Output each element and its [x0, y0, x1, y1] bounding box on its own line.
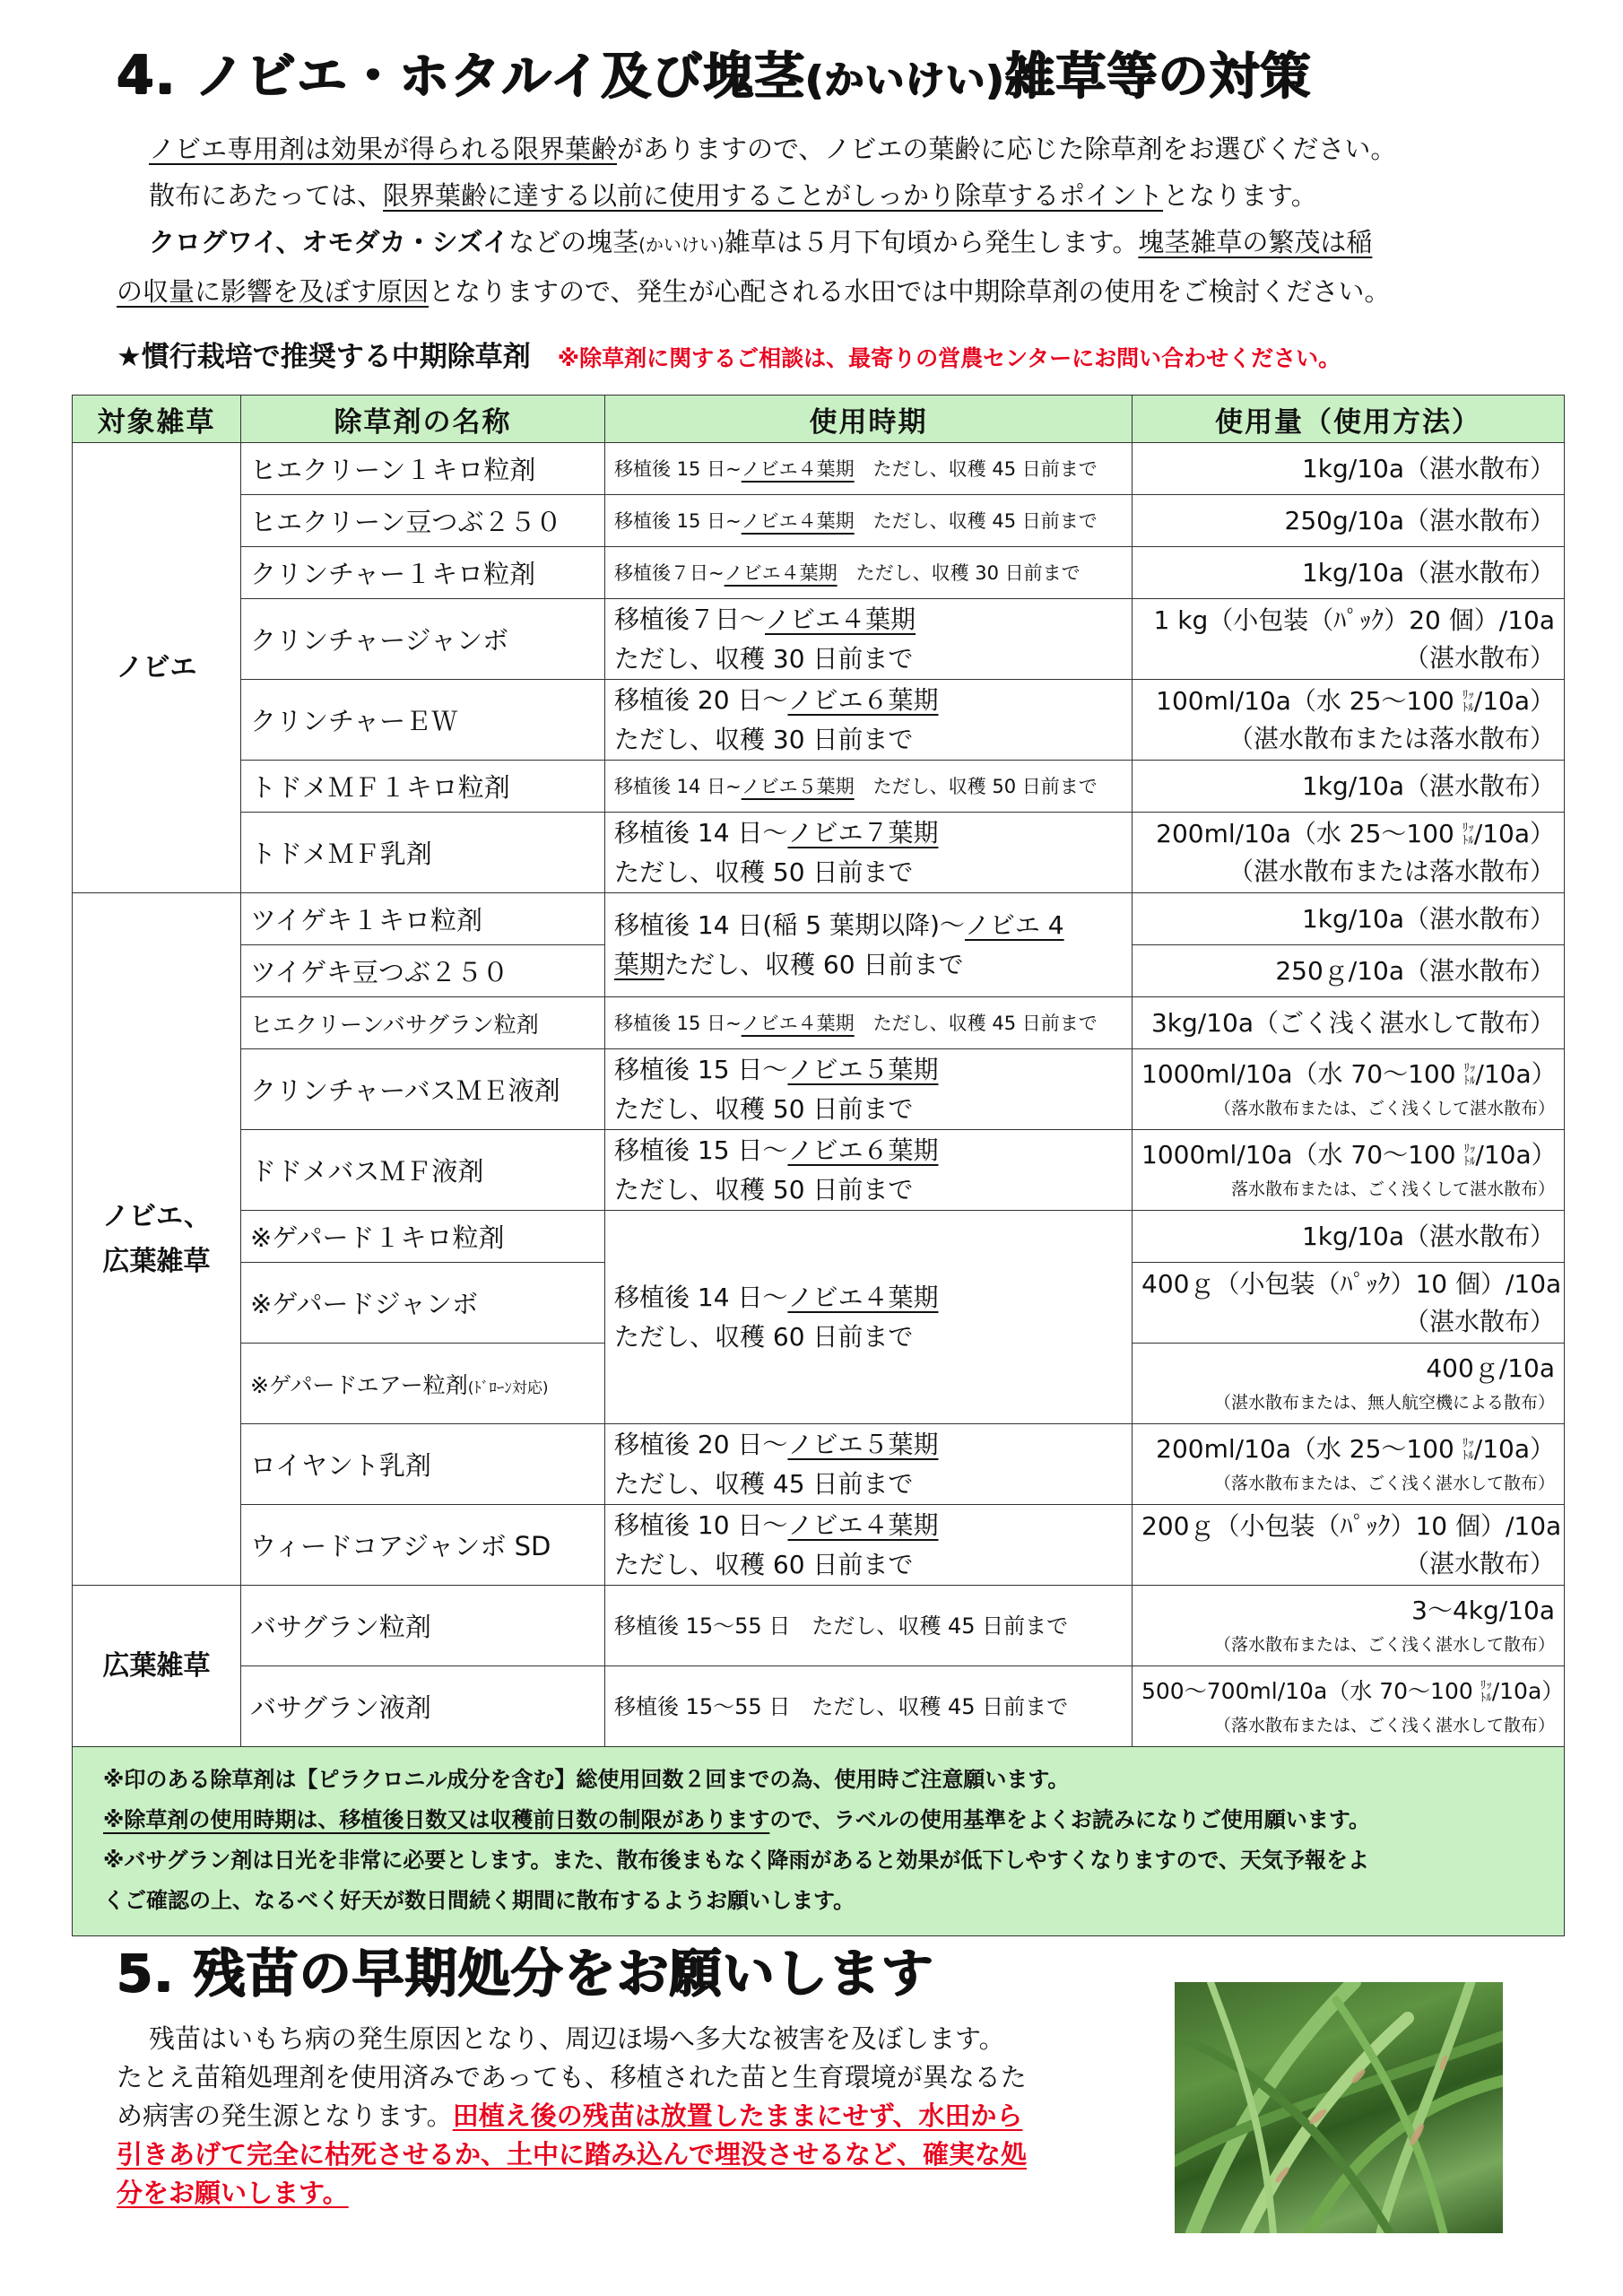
table-row: ノビエ ヒエクリーン１キロ粒剤 移植後 15 日~ノビエ４葉期 ただし、収穫 45 日前まで 1kg/10a（湛水散布）	[73, 443, 1565, 495]
footnote-1: ※印のある除草剤は【ピラクロニル成分を含む】総使用回数２回までの為、使用時ご注意願います。	[103, 1767, 1070, 1792]
table-row: バサグラン液剤 移植後 15～55 日 ただし、収穫 45 日前まで 500～700ml/10a（水 70～100 ﾘｯ ﾄﾙ/10a） （落水散布または、ごく浅く湛水して散布）	[73, 1666, 1565, 1747]
intro-line-3: クログワイ、オモダカ・シズイなどの塊茎(かいけい)雑草は５月下旬頃から発生します。塊茎雑草の繁茂は稲	[149, 227, 1373, 257]
target-nobie-broadleaf: ノビエ、 広葉雑草	[73, 893, 241, 1586]
target-nobie: ノビエ	[73, 443, 241, 893]
table-row: 広葉雑草 バサグラン粒剤 移植後 15～55 日 ただし、収穫 45 日前まで 3～4kg/10a （落水散布または、ごく浅く湛水して散布）	[73, 1586, 1565, 1666]
table-row: ノビエ、 広葉雑草 ツイゲキ１キロ粒剤 移植後 14 日(稲 5 葉期以降)～ノビエ 4 葉期ただし、収穫 60 日前まで 1kg/10a（湛水散布）	[73, 893, 1565, 945]
table-row: クリンチャーバスＭＥ液剤 移植後 15 日～ノビエ５葉期 ただし、収穫 50 日前まで 1000ml/10a（水 70～100 ﾘｯ ﾄﾙ/10a） （落水散布または、ごく浅くして湛水散布）	[73, 1049, 1565, 1130]
rice-leaves-image	[1175, 1982, 1503, 2233]
table-row: トドメＭＦ乳剤 移植後 14 日～ノビエ７葉期 ただし、収穫 50 日前まで 200ml/10a（水 25～100 ﾘｯ ﾄﾙ/10a） （湛水散布または落水散布）	[73, 813, 1565, 893]
intro-line-4: の収量に影響を及ぼす原因となりますので、発生が心配される水田では中期除草剤の使用をご検討ください。	[117, 276, 1391, 307]
header-name: 除草剤の名称	[241, 396, 605, 443]
liter-unit: ﾘｯ ﾄﾙ	[1463, 1061, 1476, 1088]
header-period: 使用時期	[605, 396, 1133, 443]
liter-unit: ﾘｯ ﾄﾙ	[1462, 1436, 1474, 1463]
table-row: クリンチャー１キロ粒剤 移植後７日~ノビエ４葉期 ただし、収穫 30 日前まで 1kg/10a（湛水散布）	[73, 547, 1565, 599]
section5-title: 5. 残苗の早期処分をお願いします	[117, 1943, 934, 2004]
rice-seedling-photo	[1175, 1982, 1503, 2233]
liter-unit: ﾘｯ ﾄﾙ	[1463, 1142, 1476, 1169]
table-row: ウィードコアジャンボ SD 移植後 10 日～ノビエ４葉期 ただし、収穫 60 日前まで 200ｇ（小包装（ﾊﾟｯｸ）10 個）/10a （湛水散布）	[73, 1505, 1565, 1586]
consult-note: ※除草剤に関するご相談は、最寄りの営農センターにお問い合わせください。	[557, 345, 1341, 371]
table-row: トドメＭＦ１キロ粒剤 移植後 14 日~ノビエ５葉期 ただし、収穫 50 日前まで 1kg/10a（湛水散布）	[73, 761, 1565, 813]
table-row: ※ゲパードエアー粒剤(ﾄﾞﾛｰﾝ対応) 400ｇ/10a （湛水散布または、無人航空機による散布）	[73, 1344, 1565, 1424]
liter-unit: ﾘｯ ﾄﾙ	[1480, 1678, 1492, 1705]
liter-unit: ﾘｯ ﾄﾙ	[1462, 688, 1474, 715]
table-row: ロイヤント乳剤 移植後 20 日～ノビエ５葉期 ただし、収穫 45 日前まで 200ml/10a（水 25～100 ﾘｯ ﾄﾙ/10a） （落水散布または、ごく浅く湛水して散布）	[73, 1424, 1565, 1505]
intro-line-1: ノビエ専用剤は効果が得られる限界葉齢がありますので、ノビエの葉齢に応じた除草剤をお選びください。	[149, 134, 1397, 164]
target-broadleaf: 広葉雑草	[73, 1586, 241, 1747]
table-footnotes	[73, 1747, 1565, 1936]
table-row: ※ゲパード１キロ粒剤 移植後 14 日～ノビエ４葉期 ただし、収穫 60 日前まで 1kg/10a（湛水散布）	[73, 1211, 1565, 1263]
liter-unit: ﾘｯ ﾄﾙ	[1462, 821, 1474, 848]
header-dose: 使用量（使用方法）	[1133, 396, 1565, 443]
table-row: ヒエクリーンバサグラン粒剤 移植後 15 日~ノビエ４葉期 ただし、収穫 45 日前まで 3kg/10a（ごく浅く湛水して散布）	[73, 997, 1565, 1049]
section5-body: 残苗はいもち病の発生原因となり、周辺ほ場へ多大な被害を及ぼします。 たとえ苗箱処理剤を使用済みであっても、移植された苗と生育環境が異なるた め病害の発生源となります。田植え後の残苗は放置したままにせず、水田から 引きあげて完全に枯死させるか、土中に踏み込んで埋没させるなど、確実な処 分をお願いします。	[117, 2023, 1028, 2208]
header-target: 対象雑草	[73, 396, 241, 443]
table-header-row	[73, 396, 1565, 443]
table-row: ドドメバスＭＦ液剤 移植後 15 日～ノビエ６葉期 ただし、収穫 50 日前まで 1000ml/10a（水 70～100 ﾘｯ ﾄﾙ/10a） 落水散布または、ごく浅くして湛水散布）	[73, 1130, 1565, 1211]
intro-line-2: 散布にあたっては、限界葉齢に達する以前に使用することがしっかり除草するポイントとなります。	[149, 180, 1317, 211]
herbicide-table	[72, 395, 1565, 1936]
table-row: ツイゲキ豆つぶ２５０ 250ｇ/10a（湛水散布）	[73, 945, 1565, 997]
footnote-3: ※バサグラン剤は日光を非常に必要とします。また、散布後まもなく降雨があると効果が低下しやすくなりますので、天気予報をよ くご確認の上、なるべく好天が数日間続く期間に散布するようお願いします。	[103, 1848, 1369, 1913]
table-row: ヒエクリーン豆つぶ２５０ 移植後 15 日~ノビエ４葉期 ただし、収穫 45 日前まで 250g/10a（湛水散布）	[73, 495, 1565, 547]
recommend-heading: ★慣行栽培で推奨する中期除草剤 ※除草剤に関するご相談は、最寄りの営農センターにお問い合わせください。	[117, 341, 1341, 373]
section4-intro	[117, 126, 1515, 315]
table-row: クリンチャーＥＷ 移植後 20 日～ノビエ６葉期 ただし、収穫 30 日前まで 100ml/10a（水 25～100 ﾘｯ ﾄﾙ/10a） （湛水散布または落水散布）	[73, 680, 1565, 761]
footnote-2: ※除草剤の使用時期は、移植後日数又は収穫前日数の制限がありますので、ラベルの使用基準をよくお読みになりご使用願います。	[103, 1807, 1370, 1832]
section4-title: 4. ノビエ・ホタルイ及び塊茎(かいけい)雑草等の対策	[117, 44, 1312, 107]
table-row: クリンチャージャンボ 移植後７日～ノビエ４葉期 ただし、収穫 30 日前まで 1 kg（小包装（ﾊﾟｯｸ）20 個）/10a （湛水散布）	[73, 599, 1565, 680]
table-row: ※ゲパードジャンボ 400ｇ（小包装（ﾊﾟｯｸ）10 個）/10a （湛水散布）	[73, 1263, 1565, 1344]
